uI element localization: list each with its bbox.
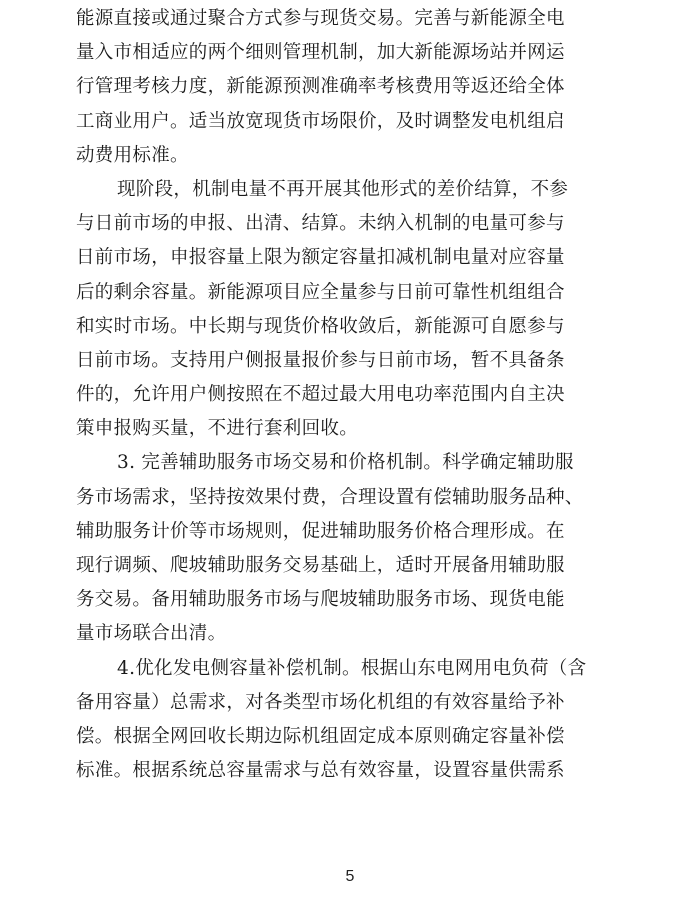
text-line: 现阶段，机制电量不再开展其他形式的差价结算，不参 xyxy=(117,178,569,200)
text-line: 工商业用户。适当放宽现货市场限价，及时调整发电机组启 xyxy=(76,110,565,132)
paragraph-4 xyxy=(76,652,628,789)
text-line: 日前市场，申报容量上限为额定容量扣减机制电量对应容量 xyxy=(76,247,565,269)
paragraph-3 xyxy=(76,446,628,651)
document-body xyxy=(76,2,628,788)
text-line: 量入市相适应的两个细则管理机制，加大新能源场站并网运 xyxy=(76,42,565,64)
text-line: 量市场联合出清。 xyxy=(76,623,227,645)
page-number: 5 xyxy=(345,868,355,885)
text-line: 与日前市场的申报、出清、结算。未纳入机制的电量可参与 xyxy=(76,213,565,235)
paragraph-1 xyxy=(76,2,628,173)
text-line: 和实时市场。中长期与现货价格收敛后，新能源可自愿参与 xyxy=(76,315,565,337)
text-line: 务交易。备用辅助服务市场与爬坡辅助服务市场、现货电能 xyxy=(76,589,565,611)
text-line: 日前市场。支持用户侧报量报价参与日前市场，暂不具备条 xyxy=(76,349,565,371)
text-line: 4.优化发电侧容量补偿机制。根据山东电网用电负荷（含 xyxy=(117,657,587,679)
text-line: 行管理考核力度，新能源预测准确率考核费用等返还给全体 xyxy=(76,76,565,98)
text-line: 务市场需求，坚持按效果付费，合理设置有偿辅助服务品种、 xyxy=(76,486,584,508)
text-line: 现行调频、爬坡辅助服务交易基础上，适时开展备用辅助服 xyxy=(76,555,565,576)
paragraph-2 xyxy=(76,173,628,447)
text-line: 偿。根据全网回收长期边际机组固定成本原则确定容量补偿 xyxy=(76,725,565,747)
text-line: 能源直接或通过聚合方式参与现货交易。完善与新能源全电 xyxy=(76,8,565,29)
text-line: 3. 完善辅助服务市场交易和价格机制。科学确定辅助服 xyxy=(117,452,574,474)
text-line: 件的，允许用户侧按照在不超过最大用电功率范围内自主决 xyxy=(76,384,565,406)
text-line: 动费用标准。 xyxy=(76,144,189,166)
text-line: 后的剩余容量。新能源项目应全量参与日前可靠性机组组合 xyxy=(76,281,565,303)
text-line: 策申报购买量，不进行套利回收。 xyxy=(76,418,359,440)
text-line: 标准。根据系统总容量需求与总有效容量，设置容量供需系 xyxy=(76,760,565,782)
text-line: 备用容量）总需求，对各类型市场化机组的有效容量给予补 xyxy=(76,691,565,713)
text-line: 辅助服务计价等市场规则，促进辅助服务价格合理形成。在 xyxy=(76,520,565,542)
